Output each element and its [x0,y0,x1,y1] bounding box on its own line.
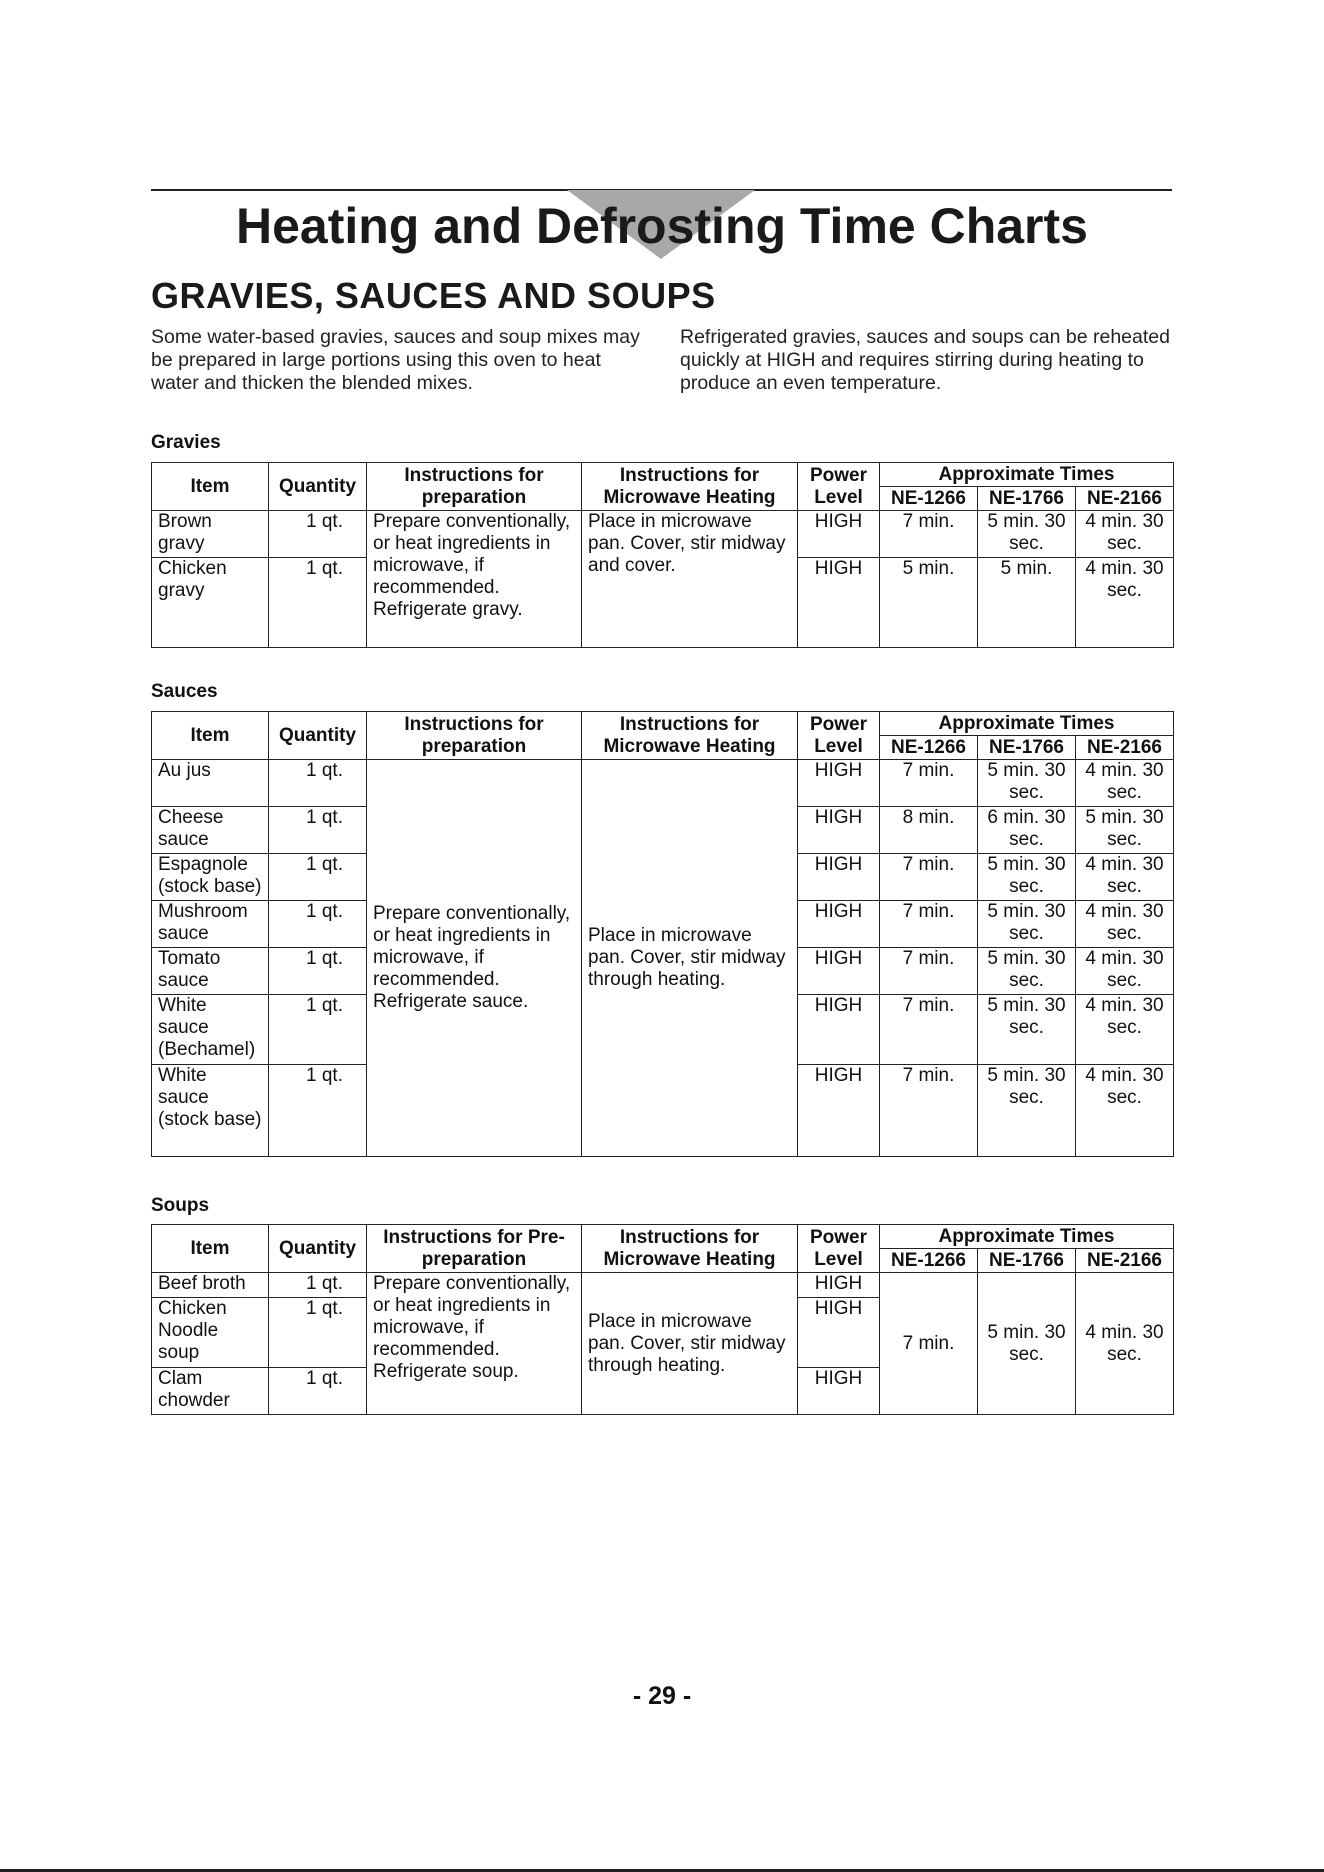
header-quantity: Quantity [269,463,367,511]
time-ne1766: 5 min. 30 sec. [978,1065,1076,1157]
page-title: Heating and Defrosting Time Charts [236,198,1088,254]
header-item: Item [152,712,269,760]
time-ne2166: 4 min. 30 sec. [1076,901,1174,948]
item-name: White sauce (stock base) [152,1065,269,1157]
quantity: 1 qt. [269,901,367,948]
header-model-ne1766: NE-1766 [978,487,1076,511]
header-model-ne1266: NE-1266 [880,487,978,511]
item-name: Beef broth [152,1273,269,1298]
power-level: HIGH [798,1065,880,1157]
item-name: Clam chowder [152,1368,269,1415]
item-name: Chicken gravy [152,558,269,648]
header-approx-times: Approximate Times [880,463,1174,487]
table-row [152,760,1174,807]
header-model-ne1266: NE-1266 [880,1249,978,1273]
power-level: HIGH [798,558,880,648]
time-ne2166: 4 min. 30 sec. [1076,995,1174,1065]
section-title: GRAVIES, SAUCES AND SOUPS [151,275,716,316]
prep-instructions: Prepare conventionally, or heat ingredients in microwave, if recommended. Refrigerate soup. [367,1273,582,1415]
item-name: Mushroom sauce [152,901,269,948]
time-ne1266: 7 min. [880,948,978,995]
header-item: Item [152,463,269,511]
item-name: Tomato sauce [152,948,269,995]
quantity: 1 qt. [269,854,367,901]
time-ne1266: 7 min. [880,1065,978,1157]
time-ne1766: 6 min. 30 sec. [978,807,1076,854]
microwave-instructions: Place in microwave pan. Cover, stir midway through heating. [582,1273,798,1415]
time-ne2166: 4 min. 30 sec. [1076,854,1174,901]
time-ne2166: 4 min. 30 sec. [1076,511,1174,558]
soups-title: Soups [151,1195,210,1216]
header-prep: Instructions for preparation [367,463,582,511]
header-model-ne1266: NE-1266 [880,736,978,760]
quantity: 1 qt. [269,558,367,648]
soups-table [151,1224,1174,1415]
header-microwave: Instructions for Microwave Heating [582,463,798,511]
time-ne2166: 4 min. 30 sec. [1076,558,1174,648]
intro-left: Some water-based gravies, sauces and soup mixes may be prepared in large portions using this oven to heat water and thicken the blended mixes. [151,326,640,394]
quantity: 1 qt. [269,995,367,1065]
quantity: 1 qt. [269,1065,367,1157]
header-quantity: Quantity [269,712,367,760]
prep-instructions: Prepare conventionally, or heat ingredients in microwave, if recommended. Refrigerate sauce. [367,760,582,1157]
time-ne1266: 8 min. [880,807,978,854]
power-level: HIGH [798,995,880,1065]
power-level: HIGH [798,760,880,807]
quantity: 1 qt. [269,1298,367,1368]
power-level: HIGH [798,1273,880,1298]
header-quantity: Quantity [269,1225,367,1273]
microwave-instructions: Place in microwave pan. Cover, stir midway through heating. [582,760,798,1157]
table-row [152,1273,1174,1298]
gravies-title: Gravies [151,432,221,453]
time-ne1766: 5 min. 30 sec. [978,854,1076,901]
time-ne2166: 4 min. 30 sec. [1076,948,1174,995]
power-level: HIGH [798,948,880,995]
time-ne1266: 7 min. [880,1273,978,1415]
gravies-table [151,462,1174,648]
quantity: 1 qt. [269,1273,367,1298]
item-name: Espagnole (stock base) [152,854,269,901]
header-model-ne1766: NE-1766 [978,1249,1076,1273]
item-name: Chicken Noodle soup [152,1298,269,1368]
quantity: 1 qt. [269,948,367,995]
item-name: Brown gravy [152,511,269,558]
power-level: HIGH [798,807,880,854]
item-name: Cheese sauce [152,807,269,854]
header-power: Power Level [798,1225,880,1273]
time-ne2166: 4 min. 30 sec. [1076,1273,1174,1415]
time-ne1766: 5 min. [978,558,1076,648]
header-microwave: Instructions for Microwave Heating [582,712,798,760]
sauces-title: Sauces [151,681,218,702]
quantity: 1 qt. [269,511,367,558]
time-ne2166: 4 min. 30 sec. [1076,760,1174,807]
header-prep: Instructions for Pre-preparation [367,1225,582,1273]
time-ne1266: 5 min. [880,558,978,648]
time-ne1766: 5 min. 30 sec. [978,511,1076,558]
power-level: HIGH [798,1298,880,1368]
time-ne1766: 5 min. 30 sec. [978,1273,1076,1415]
time-ne1266: 7 min. [880,760,978,807]
time-ne2166: 5 min. 30 sec. [1076,807,1174,854]
header-microwave: Instructions for Microwave Heating [582,1225,798,1273]
header-approx-times: Approximate Times [880,712,1174,736]
quantity: 1 qt. [269,807,367,854]
microwave-instructions: Place in microwave pan. Cover, stir midway and cover. [582,511,798,648]
header-model-ne2166: NE-2166 [1076,736,1174,760]
quantity: 1 qt. [269,1368,367,1415]
prep-instructions: Prepare conventionally, or heat ingredients in microwave, if recommended. Refrigerate gravy. [367,511,582,648]
item-name: White sauce (Bechamel) [152,995,269,1065]
header-prep: Instructions for preparation [367,712,582,760]
item-name: Au jus [152,760,269,807]
time-ne2166: 4 min. 30 sec. [1076,1065,1174,1157]
header-power: Power Level [798,712,880,760]
header-power: Power Level [798,463,880,511]
header-item: Item [152,1225,269,1273]
time-ne1266: 7 min. [880,901,978,948]
header-approx-times: Approximate Times [880,1225,1174,1249]
power-level: HIGH [798,854,880,901]
power-level: HIGH [798,511,880,558]
time-ne1266: 7 min. [880,995,978,1065]
sauces-table [151,711,1174,1157]
header-model-ne2166: NE-2166 [1076,1249,1174,1273]
power-level: HIGH [798,1368,880,1415]
quantity: 1 qt. [269,760,367,807]
time-ne1766: 5 min. 30 sec. [978,948,1076,995]
power-level: HIGH [798,901,880,948]
time-ne1266: 7 min. [880,511,978,558]
table-row [152,511,1174,558]
time-ne1766: 5 min. 30 sec. [978,901,1076,948]
header-model-ne1766: NE-1766 [978,736,1076,760]
time-ne1766: 5 min. 30 sec. [978,995,1076,1065]
intro-right: Refrigerated gravies, sauces and soups can be reheated quickly at HIGH and requires stirring during heating to produce an even temperature. [680,326,1170,394]
time-ne1766: 5 min. 30 sec. [978,760,1076,807]
page-number: - 29 - [632,1682,692,1710]
time-ne1266: 7 min. [880,854,978,901]
header-model-ne2166: NE-2166 [1076,487,1174,511]
